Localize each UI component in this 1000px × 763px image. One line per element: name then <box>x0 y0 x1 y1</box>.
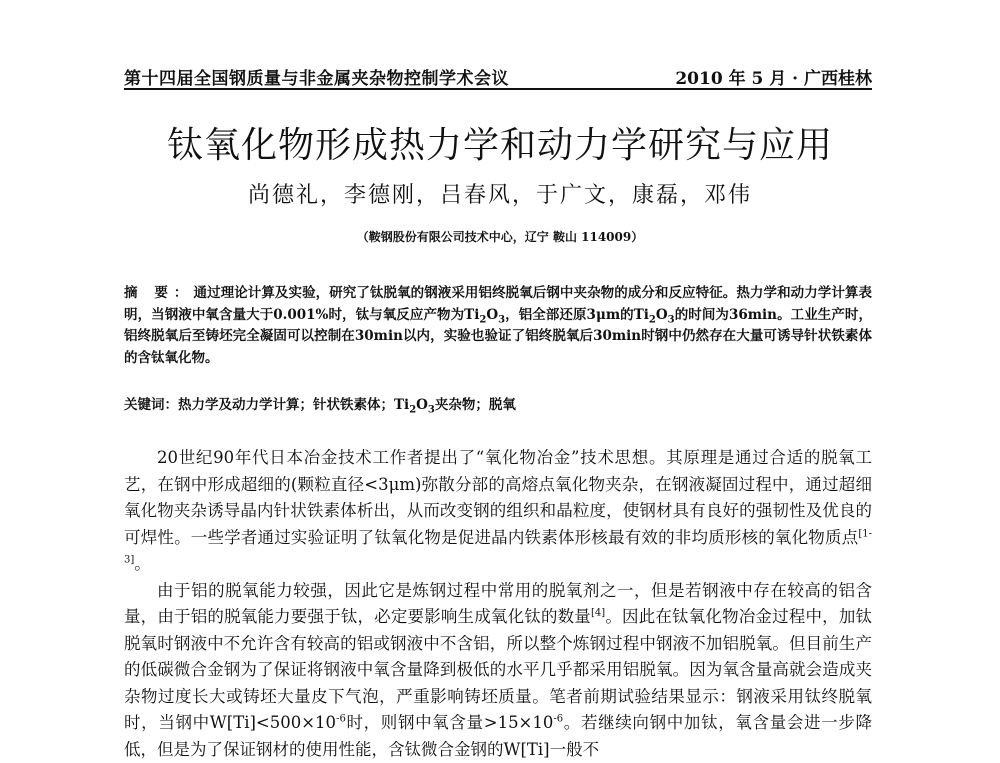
abstract-label: 摘 要： <box>124 285 194 301</box>
running-header <box>124 62 872 90</box>
keywords-text: 热力学及动力学计算；针状铁素体；$Ti_2O_3$夹杂物；脱氧 <box>178 397 516 413</box>
conference-name: 第十四届全国钢质量与非金属夹杂物控制学术会议 <box>124 64 509 89</box>
abstract-text: 通过理论计算及实验，研究了钛脱氧的钢液采用铝终脱氧后钢中夹杂物的成分和反应特征。热力学和动力学计算表明，当钢液中氧含量大于0.001%时，钛与氧反应产物为$Ti_2O_3$，铝全部还原3μm的$Ti_2O_3$的时间为36min。工业生产时，铝终脱氧后至铸坯完全凝固可以控制在30min以内，实验也验证了铝终脱氧后30min时钢中仍然存在大量可诱导针状铁素体的含钛氧化物。 <box>124 285 872 366</box>
body-text <box>124 445 872 763</box>
abstract <box>124 283 872 369</box>
conference-date-place: 2010 年 5 月 · 广西桂林 <box>675 64 872 89</box>
keywords <box>124 393 872 413</box>
citation: [1-3] <box>124 528 872 566</box>
author-list: 尚德礼，李德刚，吕春风，于广文，康磊，邓伟 <box>0 178 1000 209</box>
citation: [4] <box>591 608 605 619</box>
paragraph-1: 20世纪90年代日本冶金技术工作者提出了“氧化物冶金”技术思想。其原理是通过合适的脱氧工艺，在钢中形成超细的(颗粒直径<3μm)弥散分部的高熔点氧化物夹杂，在钢液凝固过程中，通过超细氧化物夹杂诱导晶内针状铁素体析出，从而改变钢的组织和晶粒度，使钢材具有良好的强韧性及优良的可焊性。一些学者通过实验证明了钛氧化物是促进晶内铁素体形核最有效的非均质形核的氧化物质点[1-3]。 <box>124 445 872 578</box>
paper-title: 钛氧化物形成热力学和动力学研究与应用 <box>0 117 1000 168</box>
paragraph-2: 由于铝的脱氧能力较强，因此它是炼钢过程中常用的脱氧剂之一，但是若钢液中存在较高的铝含量，由于铝的脱氧能力要强于钛，必定要影响生成氧化钛的数量[4]。因此在钛氧化物冶金过程中，加钛脱氧时钢液中不允许含有较高的铝或钢液中不含铝，所以整个炼钢过程中钢液不加铝脱氧。但目前生产的低碳微合金钢为了保证将钢液中氧含量降到极低的水平几乎都采用铝脱氧。因为氧含量高就会造成夹杂物过度长大或铸坯大量皮下气泡，严重影响铸坯质量。笔者前期试验结果显示：钢液采用钛终脱氧时，当钢中$W[Ti]<500\times 10^{-6}$时，则钢中氧含量$>15\times 10^{-6}$。若继续向钢中加钛，氧含量会进一步降低，但是为了保证钢材的使用性能，含钛微合金钢的W[Ti]一般不 <box>124 578 872 763</box>
affiliation: （鞍钢股份有限公司技术中心，辽宁 鞍山 114009） <box>0 228 1000 245</box>
keywords-label: 关键词： <box>124 397 178 413</box>
